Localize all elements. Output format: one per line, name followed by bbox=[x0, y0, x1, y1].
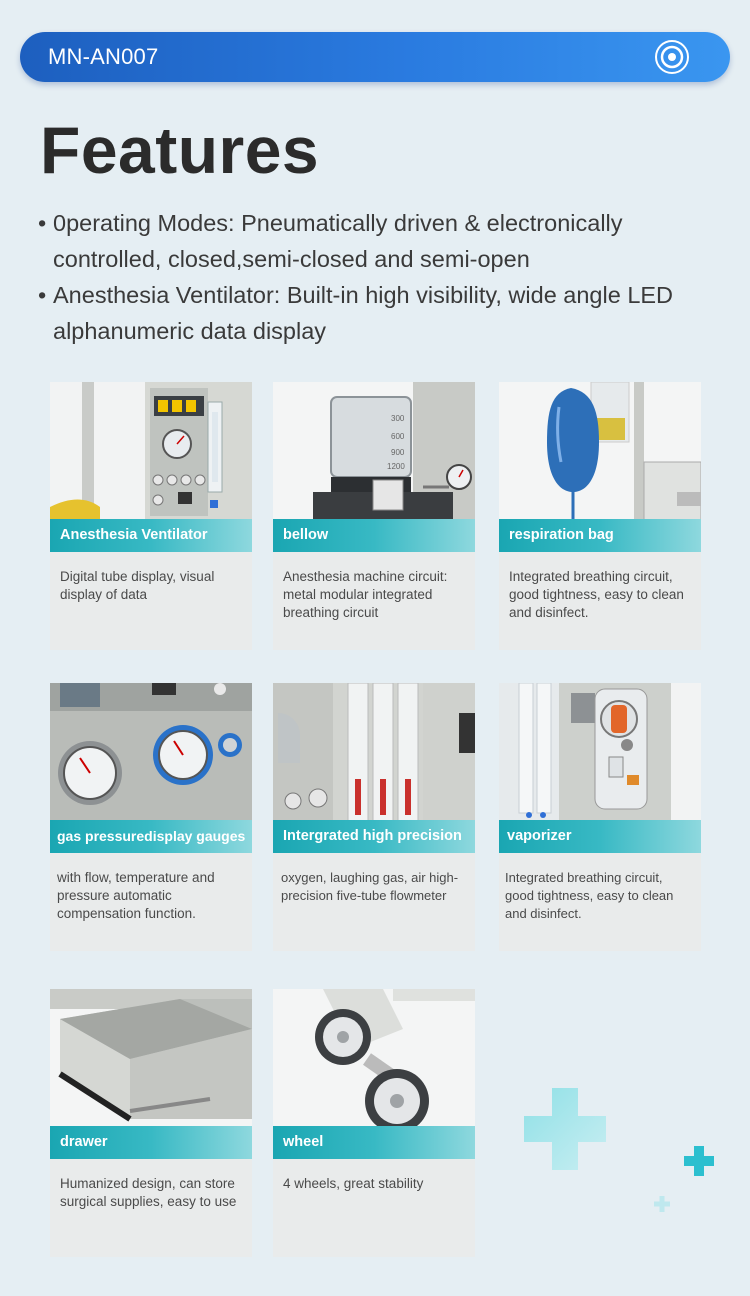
feature-card-drawer bbox=[50, 989, 252, 1257]
medical-cross-icon bbox=[684, 1146, 714, 1176]
card-label: vaporizer bbox=[507, 828, 572, 844]
card-description: Anesthesia machine circuit: metal modular integrated breathing circuit bbox=[283, 569, 448, 620]
card-label-bar bbox=[50, 1126, 252, 1159]
card-label: drawer bbox=[60, 1134, 108, 1150]
feature-bullet: • Anesthesia Ventilator: Built-in high visibility, wide angle LED alphanumeric data display bbox=[38, 282, 674, 344]
card-description: Digital tube display, visual display of data bbox=[60, 569, 215, 602]
feature-card-respiration-bag bbox=[499, 382, 701, 650]
card-label: gas pressuredisplay gauges bbox=[57, 828, 246, 844]
feature-card-wheel bbox=[273, 989, 475, 1257]
concentric-circles-icon bbox=[654, 39, 690, 75]
card-label-bar bbox=[273, 820, 475, 853]
feature-bullet: • 0perating Modes: Pneumatically driven & electronically controlled, closed,semi-closed and semi-open bbox=[38, 210, 623, 272]
model-title: MN-AN007 bbox=[48, 44, 159, 69]
card-label-bar bbox=[273, 519, 475, 552]
card-label: wheel bbox=[283, 1134, 324, 1150]
card-description: Integrated breathing circuit, good tightness, easy to clean and disinfect. bbox=[505, 870, 674, 921]
card-description: with flow, temperature and pressure automatic compensation function. bbox=[57, 870, 215, 921]
card-description: Humanized design, can store surgical supplies, easy to use bbox=[60, 1176, 237, 1209]
card-label-bar bbox=[50, 519, 252, 552]
medical-cross-icon bbox=[654, 1196, 670, 1212]
card-description: 4 wheels, great stability bbox=[283, 1176, 424, 1191]
bellow-scale-label: 300 bbox=[391, 414, 405, 423]
card-label-bar bbox=[273, 1126, 475, 1159]
card-label-bar bbox=[50, 820, 252, 853]
bellow-scale-label: 600 bbox=[391, 432, 405, 441]
feature-card-flowmeter bbox=[273, 683, 475, 951]
feature-card-bellow bbox=[273, 382, 475, 650]
card-label: Anesthesia Ventilator bbox=[60, 527, 208, 543]
card-description: Integrated breathing circuit, good tightness, easy to clean and disinfect. bbox=[509, 569, 684, 620]
card-label-bar bbox=[499, 519, 701, 552]
card-description: oxygen, laughing gas, air high-precision five-tube flowmeter bbox=[281, 870, 459, 903]
bellow-scale-label: 900 bbox=[391, 448, 405, 457]
header-bar bbox=[20, 32, 730, 82]
features-heading: Features bbox=[40, 113, 320, 187]
card-label: respiration bag bbox=[509, 527, 614, 543]
feature-card-vaporizer bbox=[499, 683, 701, 951]
card-label-bar bbox=[499, 820, 701, 853]
feature-card-gas-gauges bbox=[50, 683, 252, 951]
bellow-scale-label: 1200 bbox=[387, 462, 405, 471]
card-label: bellow bbox=[283, 527, 329, 543]
feature-card-ventilator bbox=[50, 382, 252, 650]
medical-cross-icon bbox=[524, 1088, 606, 1170]
feature-bullet-list bbox=[38, 205, 718, 349]
card-label: Intergrated high precision bbox=[283, 828, 462, 844]
